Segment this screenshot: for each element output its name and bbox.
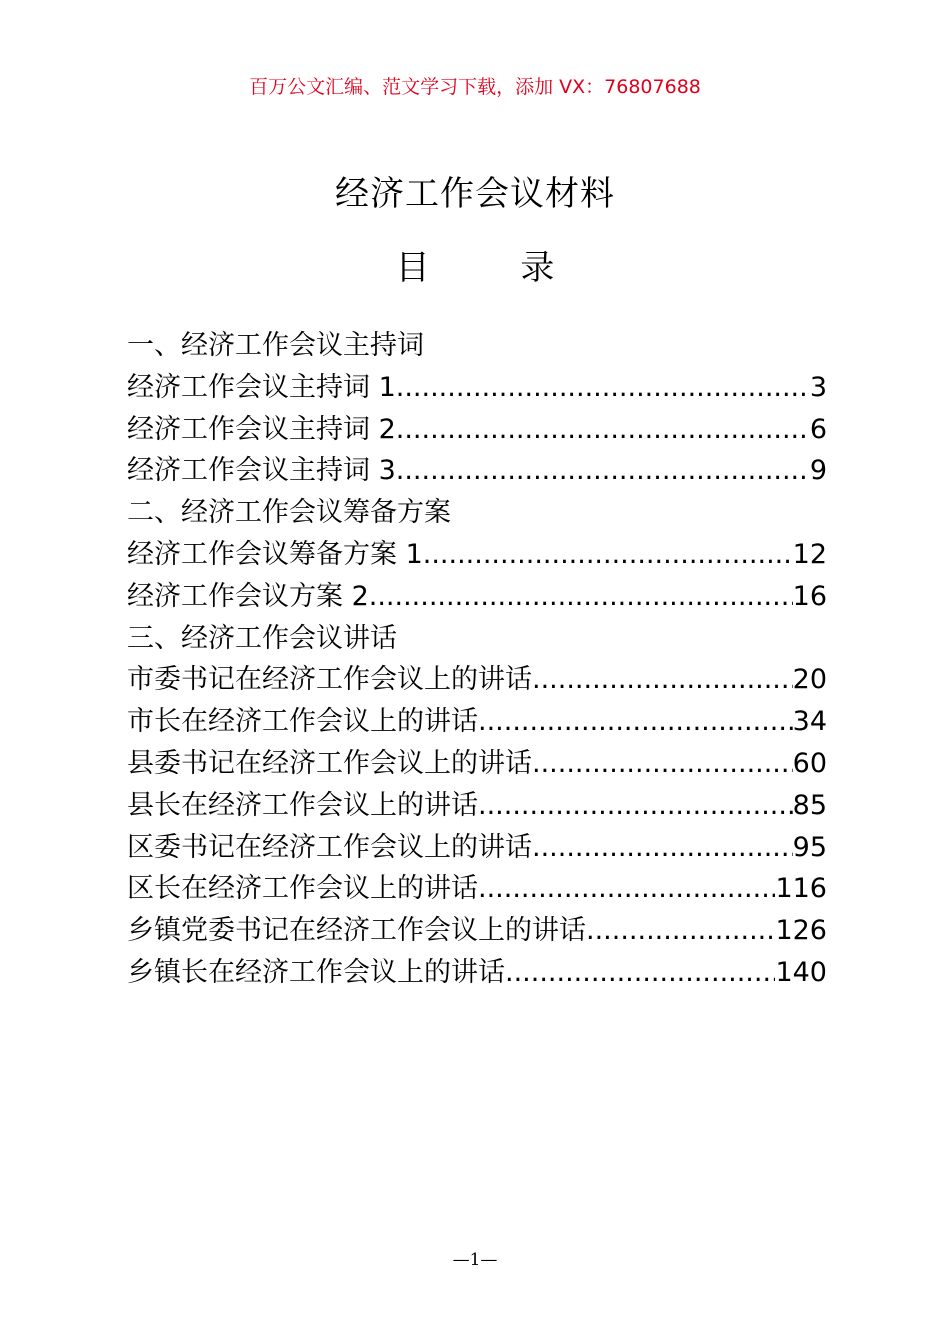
toc-entry[interactable] [127, 576, 827, 618]
toc-section-heading[interactable] [127, 618, 827, 660]
toc-entry-label: 经济工作会议方案 2 [127, 580, 369, 612]
document-title: 经济工作会议材料 [335, 174, 615, 214]
toc-entry-page: 12 [792, 538, 827, 570]
toc-entry-label: 区长在经济工作会议上的讲话 [127, 873, 478, 905]
toc-entry[interactable] [127, 952, 827, 994]
toc-entry-label: 乡镇长在经济工作会议上的讲话 [127, 956, 505, 988]
toc-entry[interactable] [127, 827, 827, 869]
toc-entry-label: 经济工作会议主持词 3 [127, 455, 396, 487]
dot-leader [532, 659, 793, 701]
dot-leader [532, 743, 793, 785]
toc-section-heading[interactable] [127, 325, 827, 367]
toc-entry-page: 140 [775, 956, 827, 988]
page-number: —1— [452, 1250, 498, 1270]
toc-entry-page: 9 [809, 455, 827, 487]
toc-entry-page: 60 [792, 747, 827, 779]
toc-entry-label: 乡镇党委书记在经济工作会议上的讲话 [127, 915, 586, 947]
dot-leader [369, 576, 793, 618]
toc-entry[interactable] [127, 409, 827, 451]
toc-entry-label: 三、经济工作会议讲话 [127, 622, 397, 654]
dot-leader [396, 409, 810, 451]
toc-entry-page: 116 [775, 873, 827, 905]
dot-leader [396, 367, 810, 409]
toc-entry-label: 二、经济工作会议筹备方案 [127, 497, 451, 529]
table-of-contents [127, 325, 827, 994]
toc-entry-label: 县长在经济工作会议上的讲话 [127, 789, 478, 821]
toc-entry-label: 经济工作会议主持词 1 [127, 371, 396, 403]
dot-leader [505, 952, 775, 994]
toc-entry-page: 16 [792, 580, 827, 612]
toc-entry-label: 市委书记在经济工作会议上的讲话 [127, 664, 532, 696]
dot-leader [478, 701, 793, 743]
toc-entry[interactable] [127, 534, 827, 576]
dot-leader [532, 827, 793, 869]
toc-entry-page: 20 [792, 664, 827, 696]
toc-entry-page: 6 [809, 413, 827, 445]
toc-entry[interactable] [127, 910, 827, 952]
toc-entry[interactable] [127, 659, 827, 701]
toc-entry[interactable] [127, 450, 827, 492]
dot-leader [586, 910, 775, 952]
toc-entry[interactable] [127, 367, 827, 409]
toc-entry-page: 34 [792, 706, 827, 738]
toc-entry-label: 一、经济工作会议主持词 [127, 330, 424, 361]
toc-entry-label: 区委书记在经济工作会议上的讲话 [127, 831, 532, 863]
toc-entry-label: 经济工作会议筹备方案 1 [127, 538, 423, 570]
dot-leader [396, 450, 810, 492]
toc-entry-label: 县委书记在经济工作会议上的讲话 [127, 747, 532, 779]
toc-section-heading[interactable] [127, 492, 827, 534]
toc-entry[interactable] [127, 785, 827, 827]
toc-entry-page: 85 [792, 789, 827, 821]
toc-entry-page: 95 [792, 831, 827, 863]
promo-header: 百万公文汇编、范文学习下载，添加 VX：76807688 [249, 76, 701, 98]
toc-heading: 目 录 [395, 248, 595, 288]
toc-entry[interactable] [127, 868, 827, 910]
toc-entry-page: 3 [809, 371, 827, 403]
toc-entry[interactable] [127, 701, 827, 743]
dot-leader [478, 785, 793, 827]
toc-entry-label: 经济工作会议主持词 2 [127, 413, 396, 445]
toc-entry-page: 126 [775, 915, 827, 947]
toc-entry-label: 市长在经济工作会议上的讲话 [127, 706, 478, 738]
toc-entry[interactable] [127, 743, 827, 785]
dot-leader [423, 534, 793, 576]
dot-leader [478, 868, 775, 910]
